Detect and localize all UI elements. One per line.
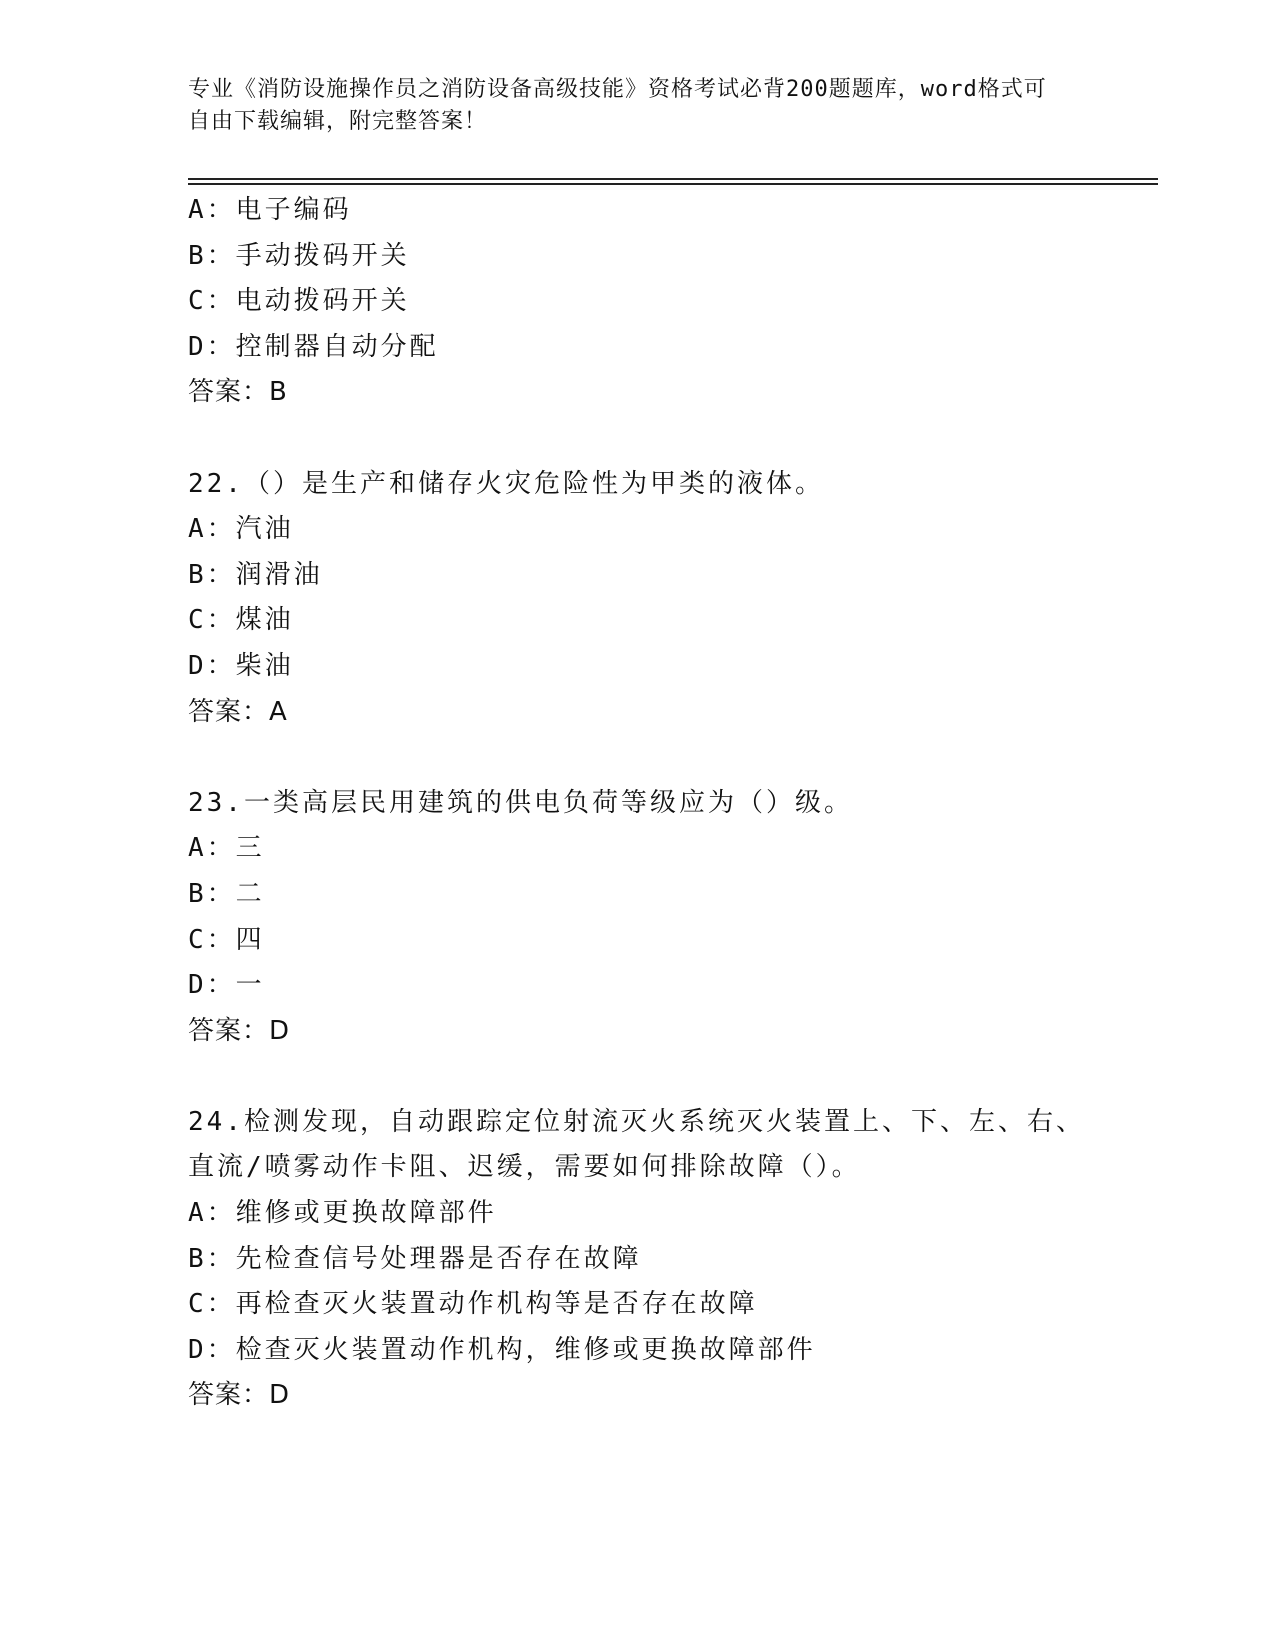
- spacer: [188, 416, 1088, 462]
- option-a: A：电子编码: [188, 195, 352, 225]
- question-stem-line-2: 直流/喷雾动作卡阻、迟缓，需要如何排除故障（）。: [188, 1152, 861, 1183]
- option-b: B：手动拨码开关: [188, 240, 410, 271]
- answer-line: 答案：D: [188, 1015, 291, 1046]
- header-divider-top: [188, 178, 1158, 180]
- option-a: A：维修或更换故障部件: [188, 1198, 497, 1229]
- option-b: B：二: [188, 878, 265, 909]
- option-c: C：电动拨码开关: [188, 286, 410, 317]
- question-stem: 23.一类高层民用建筑的供电负荷等级应为（）级。: [188, 787, 853, 818]
- question-block-21: [188, 188, 1088, 416]
- option-a: A：汽油: [188, 514, 294, 545]
- option-d: D：检查灭火装置动作机构，维修或更换故障部件: [188, 1334, 816, 1365]
- question-stem-line-1: 24.检测发现，自动跟踪定位射流灭火系统灭火装置上、下、左、右、: [188, 1106, 1085, 1137]
- spacer: [188, 735, 1088, 781]
- answer-line: 答案：A: [188, 696, 288, 727]
- question-block-23: [188, 781, 1088, 1055]
- option-c: C：再检查灭火装置动作机构等是否存在故障: [188, 1289, 758, 1320]
- question-block-24: [188, 1100, 1088, 1419]
- document-header: 专业《消防设施操作员之消防设备高级技能》资格考试必背200题题库，word格式可自由下载编辑，附完整答案！: [188, 77, 1047, 134]
- option-d: D：控制器自动分配: [188, 331, 439, 362]
- option-c: C：四: [188, 924, 265, 955]
- spacer: [188, 1054, 1088, 1100]
- question-block-22: [188, 462, 1088, 736]
- option-a: A：三: [188, 833, 265, 864]
- option-d: D：一: [188, 970, 265, 1001]
- option-d: D：柴油: [188, 650, 294, 681]
- answer-line: 答案：B: [188, 377, 288, 408]
- option-b: B：先检查信号处理器是否存在故障: [188, 1243, 642, 1274]
- option-b: B：润滑油: [188, 559, 323, 590]
- option-c: C：煤油: [188, 605, 294, 636]
- question-stem: 22.（）是生产和储存火灾危险性为甲类的液体。: [188, 468, 824, 499]
- question-list: [188, 188, 1088, 1419]
- header-divider-bottom: [188, 183, 1158, 185]
- answer-line: 答案：D: [188, 1380, 291, 1411]
